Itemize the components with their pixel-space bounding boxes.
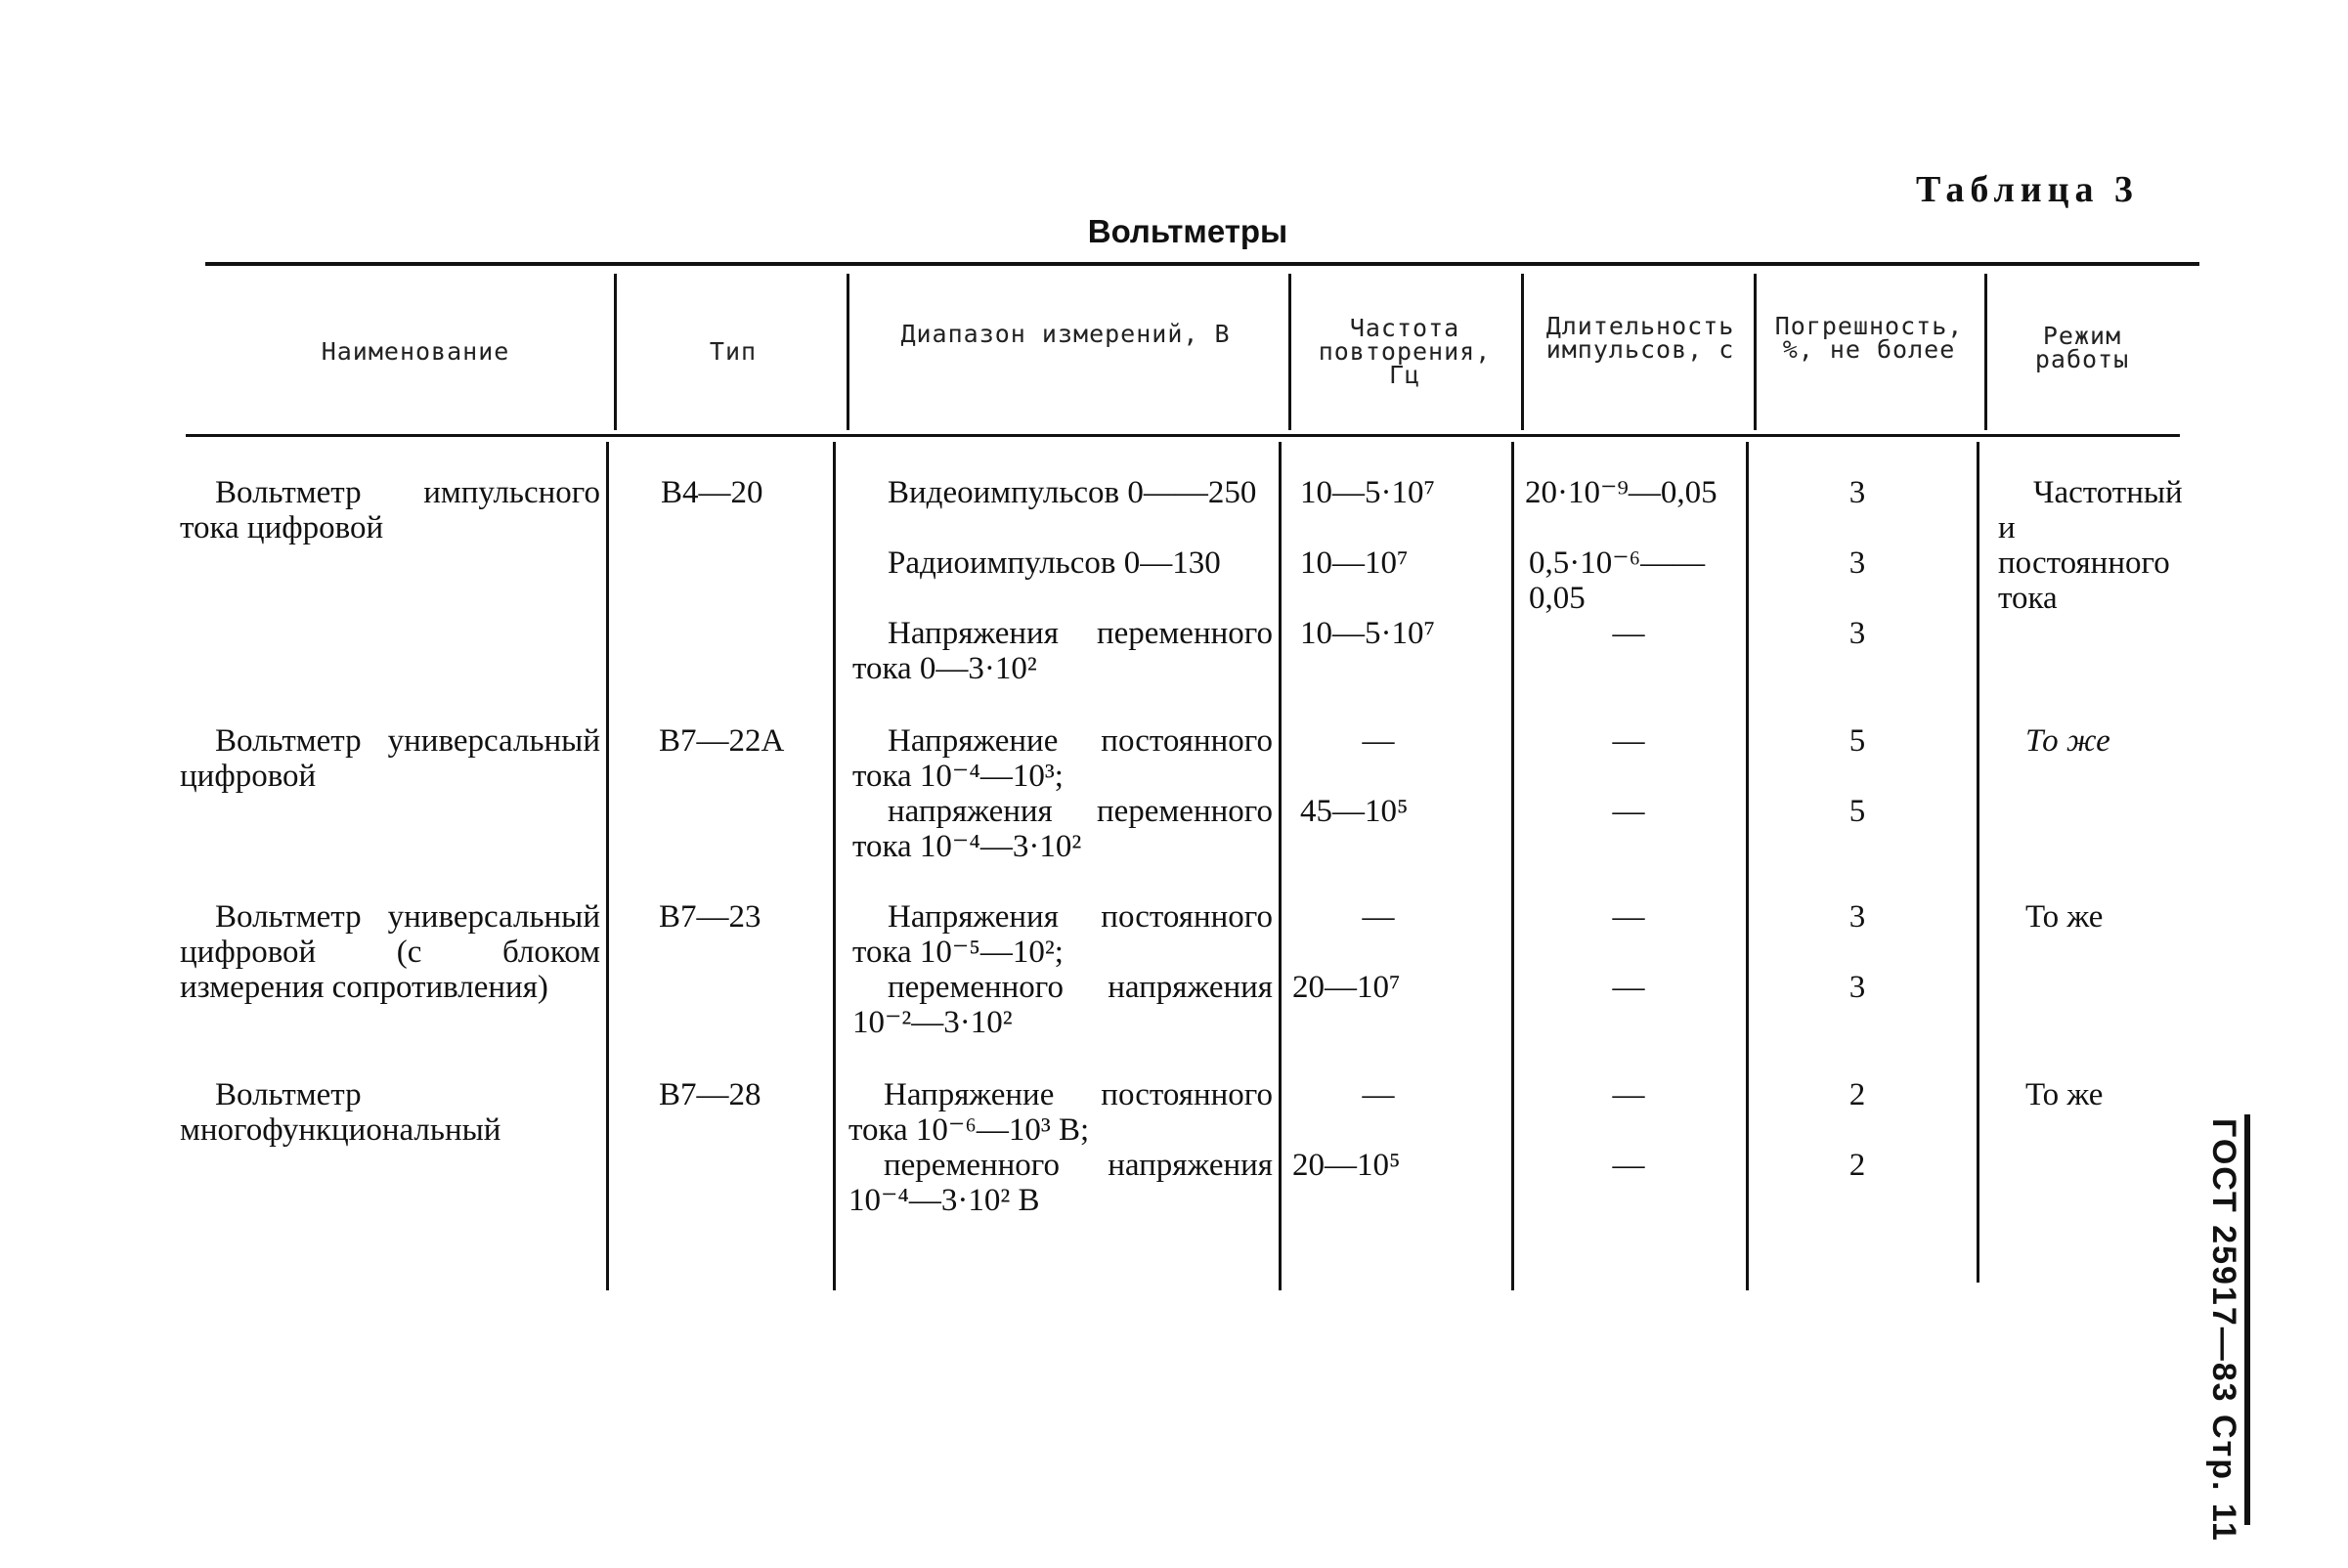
row-4-frequency-2: 20—10⁵ bbox=[1292, 1148, 1401, 1183]
header-duration: Длительность импульсов, с bbox=[1545, 312, 1735, 364]
row-4-duration-1: — bbox=[1612, 1077, 1645, 1112]
row-4-mode: То же bbox=[2025, 1077, 2104, 1112]
row-3-frequency-1: — bbox=[1362, 899, 1395, 935]
row-1-range-3: Напряжения переменного тока 0—3·10² bbox=[852, 616, 1273, 686]
column-divider bbox=[1279, 442, 1282, 1290]
row-4-frequency-1: — bbox=[1362, 1077, 1395, 1112]
row-3-range-1: Напряжения постоянного тока 10⁻⁵—10²; bbox=[852, 899, 1273, 970]
header-name: Наименование bbox=[321, 337, 510, 366]
row-1-frequency-1: 10—5·10⁷ bbox=[1300, 475, 1435, 510]
row-2-type: В7—22А bbox=[659, 723, 785, 759]
column-divider bbox=[1746, 442, 1749, 1290]
header-error: Погрешность, %, не более bbox=[1774, 312, 1964, 364]
row-2-range-2: напряжения переменного тока 10⁻⁴—3·10² bbox=[852, 794, 1273, 864]
row-3-frequency-2: 20—10⁷ bbox=[1292, 970, 1401, 1005]
row-2-mode: То же bbox=[2025, 723, 2110, 759]
row-4-range-1: Напряжение постоянного тока 10⁻⁶—10³ В; bbox=[848, 1077, 1273, 1148]
row-1-duration-3: — bbox=[1612, 616, 1645, 651]
row-4-type: В7—28 bbox=[659, 1077, 761, 1112]
column-divider bbox=[833, 442, 836, 1290]
row-1-duration-2: 0,5·10⁻⁶——0,05 bbox=[1529, 545, 1706, 616]
column-divider bbox=[1511, 442, 1514, 1290]
row-1-error-1: 3 bbox=[1848, 475, 1866, 510]
table-number: Таблица 3 bbox=[1916, 169, 2140, 210]
page-footer-standard: ГОСТ 25917—83 Стр. 11 bbox=[2205, 1118, 2242, 1543]
row-1-range-2: Радиоимпульсов 0—130 bbox=[888, 545, 1221, 581]
row-3-type: В7—23 bbox=[659, 899, 761, 935]
row-2-frequency-2: 45—10⁵ bbox=[1300, 794, 1409, 829]
row-3-name: Вольтметр универсальный цифровой (с блоком измерения сопротивления) bbox=[180, 899, 600, 1005]
table-top-rule bbox=[205, 262, 2199, 266]
row-1-mode: Частотный и постоянного тока bbox=[1998, 475, 2183, 616]
header-frequency: Частота повторения, Гц bbox=[1318, 314, 1492, 389]
column-divider bbox=[1754, 274, 1757, 430]
row-1-error-3: 3 bbox=[1848, 616, 1866, 651]
row-4-error-1: 2 bbox=[1848, 1077, 1866, 1112]
column-divider bbox=[1288, 274, 1291, 430]
row-1-frequency-2: 10—10⁷ bbox=[1300, 545, 1409, 581]
row-1-error-2: 3 bbox=[1848, 545, 1866, 581]
row-2-duration-1: — bbox=[1612, 723, 1645, 759]
header-bottom-rule bbox=[186, 434, 2180, 437]
row-3-error-1: 3 bbox=[1848, 899, 1866, 935]
row-2-range-1: Напряжение постоянного тока 10⁻⁴—10³; bbox=[852, 723, 1273, 794]
header-mode: Режим работы bbox=[2034, 322, 2130, 373]
column-divider bbox=[847, 274, 849, 430]
row-1-frequency-3: 10—5·10⁷ bbox=[1300, 616, 1435, 651]
row-4-error-2: 2 bbox=[1848, 1148, 1866, 1183]
table-title: Вольтметры bbox=[1087, 213, 1288, 249]
row-1-duration-1: 20·10⁻⁹—0,05 bbox=[1525, 475, 1718, 510]
column-divider bbox=[614, 274, 617, 430]
row-3-range-2: переменного напряжения 10⁻²—3·10² bbox=[852, 970, 1273, 1040]
row-2-frequency-1: — bbox=[1362, 723, 1395, 759]
row-2-name: Вольтметр универсальный цифровой bbox=[180, 723, 600, 794]
row-4-name: Вольтметр многофункциональный bbox=[180, 1077, 501, 1148]
side-margin-rule bbox=[2244, 1114, 2250, 1525]
header-range: Диапазон измерений, В bbox=[900, 320, 1231, 348]
row-4-range-2: переменного напряжения 10⁻⁴—3·10² В bbox=[848, 1148, 1273, 1218]
row-1-name: Вольтметр импульсного тока цифровой bbox=[180, 475, 600, 545]
header-type: Тип bbox=[709, 337, 758, 366]
column-divider bbox=[1984, 274, 1987, 430]
row-2-error-1: 5 bbox=[1848, 723, 1866, 759]
row-2-duration-2: — bbox=[1612, 794, 1645, 829]
column-divider bbox=[1521, 274, 1524, 430]
row-3-duration-2: — bbox=[1612, 970, 1645, 1005]
row-4-duration-2: — bbox=[1612, 1148, 1645, 1183]
column-divider bbox=[1977, 442, 1979, 1283]
row-1-type: В4—20 bbox=[661, 475, 763, 510]
row-3-duration-1: — bbox=[1612, 899, 1645, 935]
row-2-error-2: 5 bbox=[1848, 794, 1866, 829]
row-3-mode: То же bbox=[2025, 899, 2104, 935]
row-3-error-2: 3 bbox=[1848, 970, 1866, 1005]
row-1-range-1: Видеоимпульсов 0——250 bbox=[888, 475, 1257, 510]
column-divider bbox=[606, 442, 609, 1290]
